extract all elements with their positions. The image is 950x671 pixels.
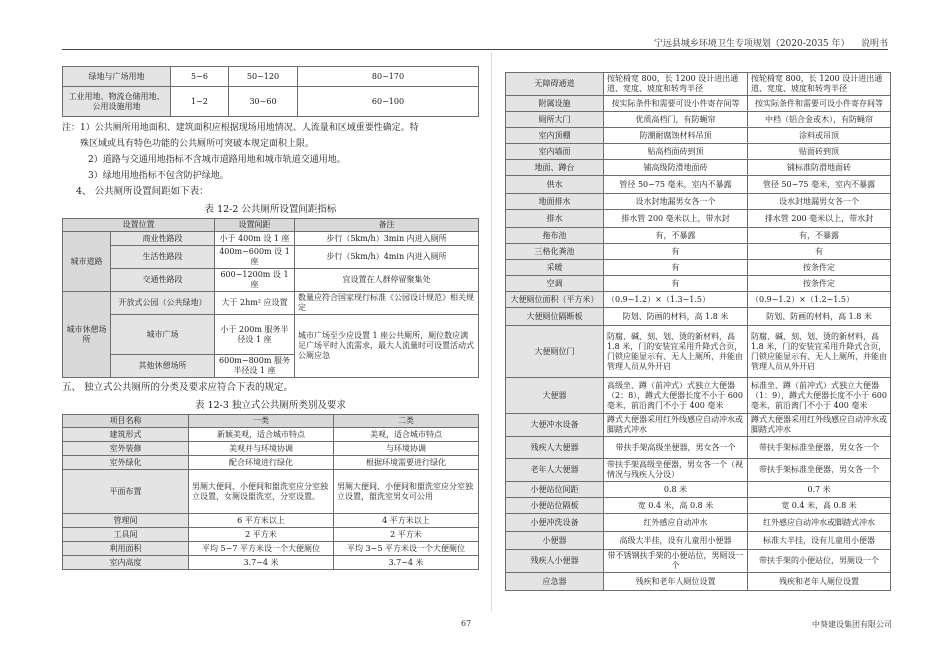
table-cell: 4 平方米以上 (334, 514, 479, 528)
table-cell: 标准坐、蹲（前冲式）式独立大便器（1：9），蹲式大便器长度不小于 600 毫米，前沿离门不小于 400 毫米 (748, 378, 891, 414)
note-1-cont: 殊区域或具有特色功能的公共厕所可突破本规定面积上限。 (80, 139, 315, 149)
table-row (506, 160, 891, 176)
table-cell: 红外感应自动冲水或脚踏式冲水 (748, 514, 891, 532)
table-cell: 优质高档门，有防蝇帘 (604, 112, 748, 128)
table-cell: 带扶手架高级坐便器，男女各一个（视情况与残疾人分设） (604, 459, 748, 482)
toilet-class-table-cont (505, 72, 891, 591)
table-row (63, 556, 479, 570)
th-item: 项目名称 (63, 415, 189, 428)
table-row (506, 128, 891, 144)
table-cell: 步行（5km/h）4min 内进入厕所 (295, 246, 479, 269)
group-leisure: 城市休憩场所 (63, 292, 111, 378)
table-cell: 残疾和老年人厕位设置 (748, 573, 891, 591)
table-row (506, 292, 891, 308)
table-cell: 蹲式大便器采用红外线感应自动冲水或脚踏式冲水 (748, 414, 891, 437)
table-cell: 宽 0.4 米，高 0.8 米 (604, 498, 748, 514)
table-cell: 小便站位隔板 (506, 498, 604, 514)
table-cell: （0.9~1.2）×（1.2~1.5） (748, 292, 891, 308)
table-cell: 无障碍通道 (506, 73, 604, 96)
table-row (63, 292, 479, 315)
table-row (506, 414, 891, 437)
table-cell: 老年人大便器 (506, 459, 604, 482)
table-cell: 带扶手架标准坐便器，男女各一个 (748, 437, 891, 459)
th-class-2: 二类 (334, 415, 479, 428)
table-cell: 大便厕位隔断板 (506, 308, 604, 326)
table-row (506, 308, 891, 326)
table-cell: 生活性路段 (111, 246, 215, 269)
table-cell: 附属设施 (506, 96, 604, 112)
table-cell: 贴面砖到顶 (748, 144, 891, 160)
table-row (63, 470, 479, 514)
table-cell: 利用面积 (63, 542, 189, 556)
table-row (506, 437, 891, 459)
table-row (506, 194, 891, 210)
table-cell: 带扶手架高级坐便器，男女各一个 (604, 437, 748, 459)
table-cell: 有，不暴露 (604, 228, 748, 244)
table-cell: 数量应符合国家现行标准《公园设计规范》相关规定 (295, 292, 479, 315)
table-row (506, 532, 891, 550)
table-cell: 绿地与广场用地 (63, 67, 171, 87)
table-cell: 2 平方米 (189, 528, 334, 542)
table-cell: 大便冲水设备 (506, 414, 604, 437)
table-cell: 带扶手架标准坐便器，男女各一个 (748, 459, 891, 482)
table-cell: 6 平方米以上 (189, 514, 334, 528)
table-cell: 室外绿化 (63, 456, 189, 470)
table-cell: 宜设置在人群停留聚集处 (295, 269, 479, 292)
th-class-1: 一类 (189, 415, 334, 428)
table-cell: 开放式公园（公共绿地） (111, 292, 215, 315)
table-row (63, 87, 479, 117)
table-row (506, 260, 891, 276)
table-cell: 蹲式大便器采用红外线感应自动冲水或脚踏式冲水 (604, 414, 748, 437)
table-row (506, 514, 891, 532)
table-row (506, 244, 891, 260)
table-cell: 残疾人小便器 (506, 550, 604, 573)
table-cell: 50~120 (229, 67, 298, 87)
table-cell: 宽 0.4 米，高 0.8 米 (748, 498, 891, 514)
table-row (506, 73, 891, 96)
table-12-3-caption: 表 12-3 独立式公共厕所类别及要求 (195, 400, 346, 411)
table-cell: 应急器 (506, 573, 604, 591)
table-row (506, 550, 891, 573)
table-row (506, 459, 891, 482)
table-cell: 高级坐、蹲（前冲式）式独立大便器（2：8），蹲式大便器长度不小于 600 毫米，前沿离门不小于 400 毫米 (604, 378, 748, 414)
table-row (506, 498, 891, 514)
table-cell: 地面排水 (506, 194, 604, 210)
table-cell: 有 (604, 260, 748, 276)
table-cell: 按实际条件和需要可设小件寄存间等 (604, 96, 748, 112)
table-row (63, 528, 479, 542)
table-cell: 5~6 (171, 67, 229, 87)
table-cell: 按实际条件和需要可设小件寄存间等 (748, 96, 891, 112)
page-number: 67 (461, 619, 472, 628)
table-cell: 设水封地漏男女各一个 (604, 194, 748, 210)
table-row (63, 232, 479, 246)
table-cell: 大于 2hm² 应设置 (215, 292, 295, 315)
table-cell: 小于 200m 服务半径设 1 座 (215, 315, 295, 355)
table-row (63, 542, 479, 556)
table-cell: 30~60 (229, 87, 298, 117)
th-location: 设置位置 (63, 219, 215, 232)
table-cell: 小于 400m 设 1 座 (215, 232, 295, 246)
table-row (506, 176, 891, 194)
table-cell: 600m~800m 服务半径设 1 座 (215, 355, 295, 378)
toilet-spacing-table (62, 218, 479, 378)
table-cell: 男厕大便间、小便间和盥洗室应分室独立设置，盥洗室男女可公用 (334, 470, 479, 514)
table-cell: 男厕大便间、小便间和盥洗室应分室独立设置，女厕设盥洗室，分室设置。 (189, 470, 334, 514)
table-cell: 配合环境进行绿化 (189, 456, 334, 470)
table-cell: 带扶手架的小便站位，男厕设一个 (748, 550, 891, 573)
table-cell: 铺高级防滑地面砖 (604, 160, 748, 176)
table-cell: 带不锈钢扶手架的小便站位，男厕设一个 (604, 550, 748, 573)
table-cell: 根据环境需要进行绿化 (334, 456, 479, 470)
table-cell: 有 (748, 244, 891, 260)
table-cell: 2 平方米 (334, 528, 479, 542)
table-cell: 交通性路段 (111, 269, 215, 292)
table-cell: （0.9~1.2）×（1.3~1.5） (604, 292, 748, 308)
table-cell: 平均 5~7 平方米设一个大便厕位 (189, 542, 334, 556)
table-cell: 管径 50~75 毫米，室内不暴露 (748, 176, 891, 194)
table-cell: 残疾人大便器 (506, 437, 604, 459)
table-row (506, 228, 891, 244)
table-cell: 防腐、碱、刻、划、烫的新材料，高 1.8 米，门的安装宜采用升降式合页，门锁应能显示有、无人上厕所，并能由管理人员从外开启 (748, 326, 891, 378)
th-remark: 备注 (295, 219, 479, 232)
table-cell: 0.8 米 (604, 482, 748, 498)
header-rule (62, 49, 888, 50)
table-cell: 其他休憩场所 (111, 355, 215, 378)
note-3: 3）绿地用地指标不包含防护绿地。 (88, 171, 229, 181)
table-row (506, 144, 891, 160)
table-cell: 地面、蹲台 (506, 160, 604, 176)
table-cell: 有 (604, 276, 748, 292)
table-cell: 防划、防画的材料，高 1.8 米 (604, 308, 748, 326)
table-cell: 与环境协调 (334, 442, 479, 456)
table-cell: 大便厕位面积（平方米） (506, 292, 604, 308)
table-cell: 贴高档面砖到顶 (604, 144, 748, 160)
table-cell: 按条件定 (748, 260, 891, 276)
table-row (63, 67, 479, 87)
table-cell: 厕所大门 (506, 112, 604, 128)
table-cell: 商业性路段 (111, 232, 215, 246)
column-divider (491, 52, 492, 612)
table-row (506, 96, 891, 112)
table-row (63, 456, 479, 470)
table-row (63, 428, 479, 442)
land-use-table (62, 66, 479, 117)
table-row (506, 573, 891, 591)
table-cell: 防腐、碱、刻、划、烫的新材料，高 1.8 米，门的安装宜采用升降式合页，门锁应能显示有、无人上厕所，并能由管理人员从外开启 (604, 326, 748, 378)
table-cell: 室内墙面 (506, 144, 604, 160)
table-cell: 按条件定 (748, 276, 891, 292)
table-cell: 新颖美观，适合城市特点 (189, 428, 334, 442)
table-cell: 排水 (506, 210, 604, 228)
note-1: 注：1）公共厕所用地面积、建筑面积应根据现场用地情况、人流量和区域重要性确定。特 (62, 123, 419, 133)
table-cell: 供水 (506, 176, 604, 194)
table-cell: 城市广场 (111, 315, 215, 355)
table-row (63, 269, 479, 292)
table-cell: 采暖 (506, 260, 604, 276)
table-cell: 按轮椅宽 800，长 1200 设计进出通道、宽度、坡度和转弯半径 (604, 73, 748, 96)
table-cell: 排水管 200 毫米以上，带水封 (604, 210, 748, 228)
table-cell: 平均 3~5 平方米设一个大便厕位 (334, 542, 479, 556)
th-spacing: 设置间距 (215, 219, 295, 232)
table-cell: 400m~600m 设 1 座 (215, 246, 295, 269)
section-5-heading: 五、 独立式公共厕所的分类及要求应符合下表的规定。 (62, 382, 294, 393)
table-cell: 防潮耐腐蚀材料吊顶 (604, 128, 748, 144)
header-doc-type: 说明书 (860, 39, 888, 49)
table-cell: 中档（铝合金或木），有防蝇帘 (748, 112, 891, 128)
table-cell: 1~2 (171, 87, 229, 117)
table-cell: 0.7 米 (748, 482, 891, 498)
table-cell: 美观，适合城市特点 (334, 428, 479, 442)
table-cell: 城市广场至少应设置 1 座公共厕所，厕位数应满足广场平时人流需求，最大人流量时可设置活动式公厕应急 (295, 315, 479, 378)
left-column (62, 66, 479, 570)
table-cell: 涂料或吊顶 (748, 128, 891, 144)
table-cell: 有 (604, 244, 748, 260)
table-cell: 防划、防画的材料，高 1.8 米 (748, 308, 891, 326)
table-cell: 60~100 (298, 87, 479, 117)
table-row (506, 210, 891, 228)
table-cell: 设水封地漏男女各一个 (748, 194, 891, 210)
table-cell: 3.7~4 米 (189, 556, 334, 570)
table-cell: 步行（5km/h）3min 内进入厕所 (295, 232, 479, 246)
table-cell: 大便器 (506, 378, 604, 414)
table-cell: 室内顶棚 (506, 128, 604, 144)
table-cell: 按轮椅宽 800，长 1200 设计进出通道、宽度、坡度和转弯半径 (748, 73, 891, 96)
table-cell: 空调 (506, 276, 604, 292)
table-cell: 工业用地、物流仓储用地、公用设施用地 (63, 87, 171, 117)
table-cell: 残疾和老年人厕位设置 (604, 573, 748, 591)
table-cell: 平面布置 (63, 470, 189, 514)
page-header (654, 36, 888, 49)
section-4-heading: 4、 公共厕所设置间距如下表： (76, 186, 209, 197)
table-cell: 3.7~4 米 (334, 556, 479, 570)
table-cell: 室内高度 (63, 556, 189, 570)
table-cell: 小便器 (506, 532, 604, 550)
table-row (63, 442, 479, 456)
table-cell: 美观并与环境协调 (189, 442, 334, 456)
table-cell: 管理间 (63, 514, 189, 528)
toilet-class-table (62, 414, 479, 570)
table-row (63, 315, 479, 355)
table-cell: 小便站位间距 (506, 482, 604, 498)
table-row (506, 378, 891, 414)
table-cell: 拖布池 (506, 228, 604, 244)
table-row (63, 246, 479, 269)
table-cell: 三格化粪池 (506, 244, 604, 260)
table-cell: 600~1200m 设 1 座 (215, 269, 295, 292)
table-cell: 小便冲洗设备 (506, 514, 604, 532)
table-cell: 铺标准防滑地面砖 (748, 160, 891, 176)
note-2: 2）道路与交通用地指标不含城市道路用地和城市轨道交通用地。 (88, 155, 346, 165)
table-row (506, 112, 891, 128)
table-cell: 红外感应自动冲水 (604, 514, 748, 532)
table-12-2-caption: 表 12-2 公共厕所设置间距指标 (204, 204, 337, 215)
table-cell: 有，不暴露 (748, 228, 891, 244)
table-cell: 建筑形式 (63, 428, 189, 442)
table-cell: 管径 50~75 毫米，室内不暴露 (604, 176, 748, 194)
table-cell: 80~170 (298, 67, 479, 87)
table-row (63, 514, 479, 528)
table-cell: 大便厕位门 (506, 326, 604, 378)
header-title: 宁远县城乡环境卫生专项规划（2020-2035 年） (653, 39, 850, 49)
table-row (506, 482, 891, 498)
table-cell: 标准大半挂，设有儿童用小便器 (748, 532, 891, 550)
table-cell: 室外装修 (63, 442, 189, 456)
table-cell: 工具间 (63, 528, 189, 542)
table-cell: 排水管 200 毫米以上，带水封 (748, 210, 891, 228)
table-row (506, 276, 891, 292)
right-column (505, 72, 891, 591)
table-row (506, 326, 891, 378)
company-name: 中葵建设集团有限公司 (812, 620, 892, 629)
group-city-road: 城市道路 (63, 232, 111, 292)
table-cell: 高级大半挂，设有儿童用小便器 (604, 532, 748, 550)
